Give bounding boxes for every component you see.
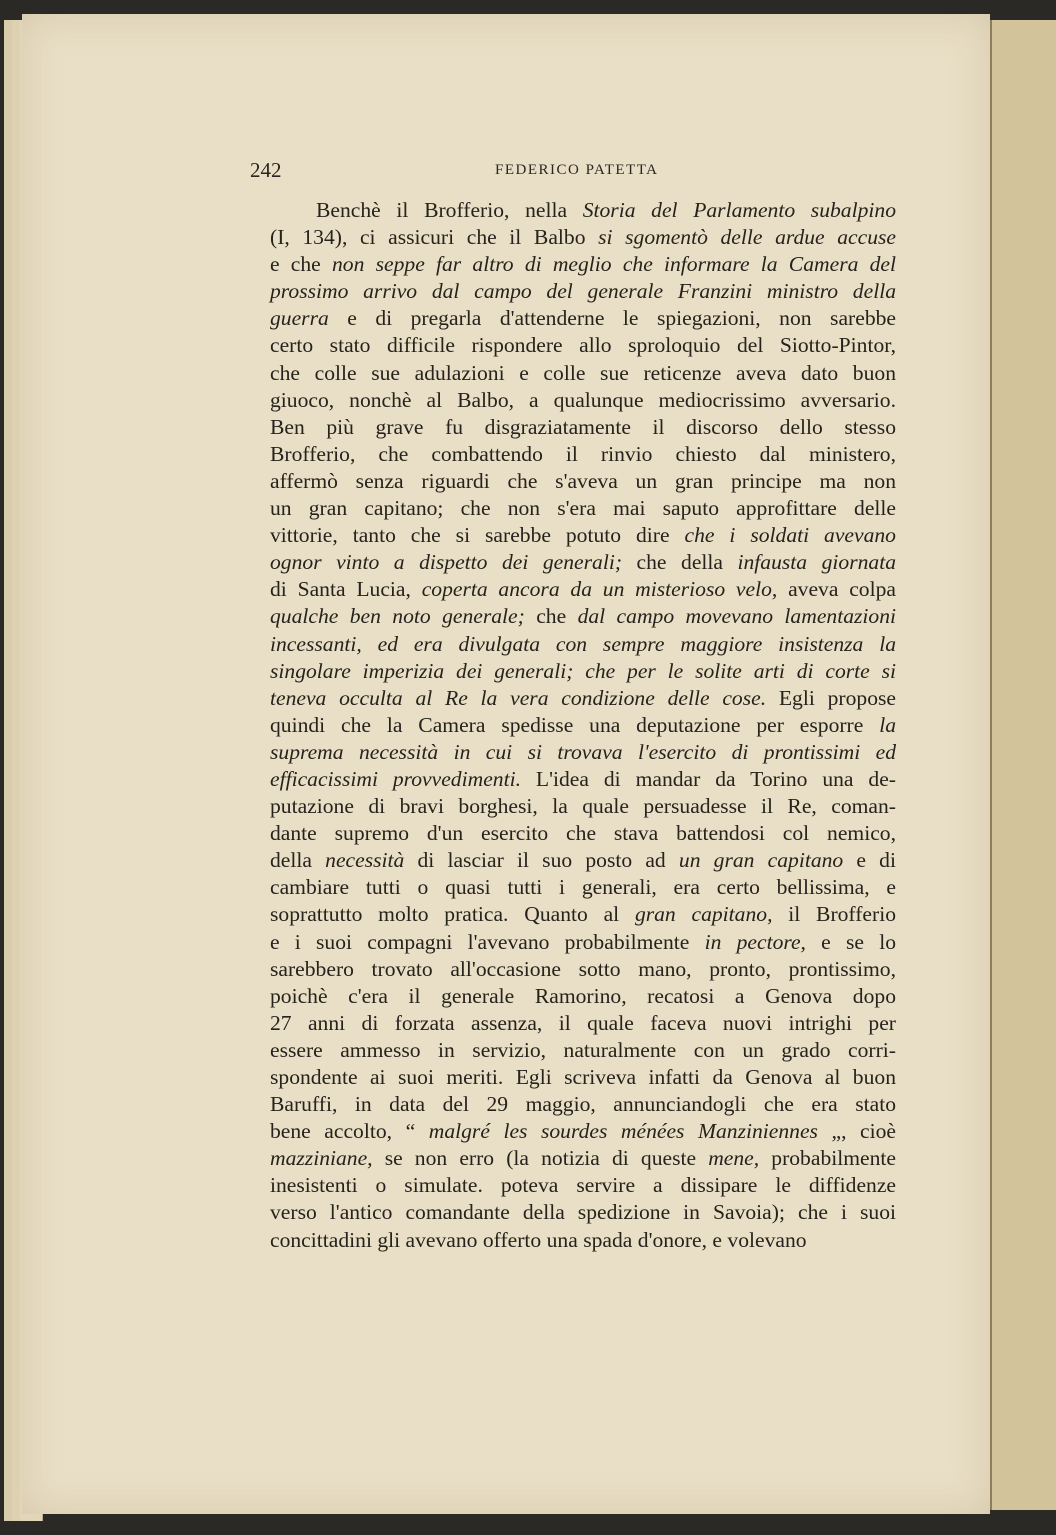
text-run: Ben più grave fu disgraziatamente il discorso dello stesso	[270, 414, 896, 439]
text-line	[270, 874, 896, 901]
italic-text: teneva occulta al Re la vera condizione delle cose.	[270, 685, 767, 710]
text-line	[270, 1037, 896, 1064]
italic-text: che i soldati avevano	[684, 523, 896, 548]
text-line	[270, 712, 896, 739]
text-line	[270, 468, 896, 495]
text-line	[270, 766, 896, 793]
text-run: di lasciar il suo posto ad	[404, 848, 679, 873]
text-run: 27 anni di forzata assenza, il quale faceva nuovi intrighi per	[270, 1010, 896, 1035]
text-line	[270, 956, 896, 983]
text-line	[270, 603, 896, 630]
text-run: e di pregarla d'attenderne le spiegazioni, non sarebbe	[328, 306, 896, 331]
text-run: (I, 134), ci assicuri che il Balbo	[270, 225, 599, 250]
text-run: aveva colpa	[777, 577, 896, 602]
text-line	[270, 685, 896, 712]
text-line	[270, 820, 896, 847]
italic-text: malgré les sourdes ménées Manziniennes	[428, 1119, 818, 1144]
body-text	[270, 197, 896, 1254]
text-run: „, cioè	[817, 1119, 896, 1144]
italic-text: mazziniane,	[270, 1146, 373, 1171]
text-run: e che	[270, 252, 332, 277]
text-line	[270, 305, 896, 332]
text-line	[270, 360, 896, 387]
text-line	[270, 983, 896, 1010]
italic-text: dal campo movevano lamentazioni	[577, 604, 896, 629]
text-line	[270, 387, 896, 414]
text-line	[270, 1010, 896, 1037]
italic-text: efficacissimi provvedimenti.	[270, 766, 521, 791]
text-run: che	[524, 604, 578, 629]
text-line	[270, 847, 896, 874]
running-head: FEDERICO PATETTA	[495, 162, 659, 178]
italic-text: non seppe far altro di meglio che informare la Camera del	[332, 252, 896, 277]
text-run: concittadini gli avevano offerto una spada d'onore, e volevano	[270, 1227, 807, 1252]
italic-text: la	[879, 712, 896, 737]
text-run: e di	[843, 848, 896, 873]
italic-text: gran capitano,	[634, 902, 773, 927]
italic-text: un gran capitano	[678, 848, 844, 873]
text-run: Benchè il Brofferio, nella	[316, 198, 583, 222]
text-line	[270, 1199, 896, 1226]
text-run: il Brofferio	[772, 902, 896, 927]
page-header	[250, 158, 900, 188]
italic-text: singolare imperizia dei generali; che per le solite arti di corte si	[270, 658, 896, 683]
text-line	[270, 1172, 896, 1199]
italic-text: in pectore,	[704, 929, 806, 954]
text-line	[270, 1064, 896, 1091]
text-run: se non erro (la notizia di queste	[372, 1146, 709, 1171]
text-line	[270, 658, 896, 685]
text-line	[270, 522, 896, 549]
italic-text: incessanti, ed era divulgata con sempre maggiore insistenza la	[270, 631, 896, 656]
text-line	[270, 332, 896, 359]
text-run: probabilmente	[759, 1146, 896, 1171]
page-number: 242	[250, 158, 282, 182]
text-run: e i suoi compagni l'avevano probabilmente	[270, 929, 705, 954]
text-run: vittorie, tanto che si sarebbe potuto dire	[270, 523, 685, 548]
text-run: Brofferio, che combattendo il rinvio chiesto dal ministero,	[270, 441, 896, 466]
italic-text: si sgomentò delle ardue accuse	[598, 225, 897, 250]
text-line	[270, 495, 896, 522]
text-run: che colle sue adulazioni e colle sue reticenze aveva dato buon	[270, 360, 896, 385]
text-line	[270, 1145, 896, 1172]
italic-text: infausta giornata	[737, 550, 896, 575]
text-run: e se lo	[805, 929, 896, 954]
text-line	[270, 278, 896, 305]
text-run: cambiare tutti o quasi tutti i generali, era certo bellissima, e	[270, 875, 896, 900]
text-run: quindi che la Camera spedisse una deputazione per esporre	[270, 712, 880, 737]
text-line	[270, 1091, 896, 1118]
text-line	[270, 549, 896, 576]
facing-page-edge	[990, 20, 1056, 1510]
text-line	[270, 1118, 896, 1145]
text-run: giuoco, nonchè al Balbo, a qualunque mediocrissimo avversario.	[270, 387, 896, 412]
italic-text: qualche ben noto generale;	[270, 604, 525, 629]
text-run: dante supremo d'un esercito che stava battendosi col nemico,	[270, 821, 896, 846]
italic-text: ognor vinto a dispetto dei generali;	[270, 550, 623, 575]
text-line	[270, 251, 896, 278]
text-run: che della	[622, 550, 738, 575]
text-line	[270, 224, 896, 251]
text-run: soprattutto molto pratica. Quanto al	[270, 902, 635, 927]
text-run: della	[270, 848, 326, 873]
text-run: essere ammesso in servizio, naturalmente con un grado corri-	[270, 1037, 896, 1062]
text-run: spondente ai suoi meriti. Egli scriveva infatti da Genova al buon	[270, 1065, 896, 1089]
italic-text: prossimo arrivo dal campo del generale Franzini ministro della	[270, 279, 896, 304]
text-line	[270, 576, 896, 603]
text-run: putazione di bravi borghesi, la quale persuadesse il Re, coman-	[270, 794, 896, 819]
text-line	[270, 739, 896, 766]
text-line	[270, 441, 896, 468]
italic-text: Storia del Parlamento subalpino	[582, 198, 896, 222]
text-line	[270, 1227, 896, 1254]
text-run: verso l'antico comandante della spedizione in Savoia); che i suoi	[270, 1200, 896, 1225]
text-line	[270, 631, 896, 658]
text-run: Baruffi, in data del 29 maggio, annunciandogli che era stato	[270, 1092, 896, 1117]
text-run: certo stato difficile rispondere allo sproloquio del Siotto-Pintor,	[270, 333, 896, 358]
text-run: L'idea di mandar da Torino una de-	[520, 766, 896, 791]
text-line	[270, 929, 896, 956]
italic-text: mene,	[708, 1146, 760, 1171]
text-run: inesistenti o simulate. poteva servire a dissipare le diffidenze	[270, 1173, 896, 1198]
italic-text: coperta ancora da un misterioso velo,	[421, 577, 778, 602]
text-run: poichè c'era il generale Ramorino, recatosi a Genova dopo	[270, 983, 896, 1008]
text-run: affermò senza riguardi che s'aveva un gran principe ma non	[270, 468, 896, 493]
text-line	[270, 901, 896, 928]
text-run: bene accolto, “	[270, 1119, 429, 1144]
italic-text: necessità	[325, 848, 405, 873]
text-run: Egli propose	[766, 685, 896, 710]
italic-text: suprema necessità in cui si trovava l'esercito di prontissimi ed	[270, 739, 896, 764]
italic-text: guerra	[270, 306, 329, 331]
text-line	[270, 197, 896, 224]
text-line	[270, 793, 896, 820]
text-run: un gran capitano; che non s'era mai saputo approfittare delle	[270, 496, 896, 521]
text-run: sarebbero trovato all'occasione sotto mano, pronto, prontissimo,	[270, 956, 896, 981]
text-line	[270, 414, 896, 441]
text-run: di Santa Lucia,	[270, 577, 422, 602]
